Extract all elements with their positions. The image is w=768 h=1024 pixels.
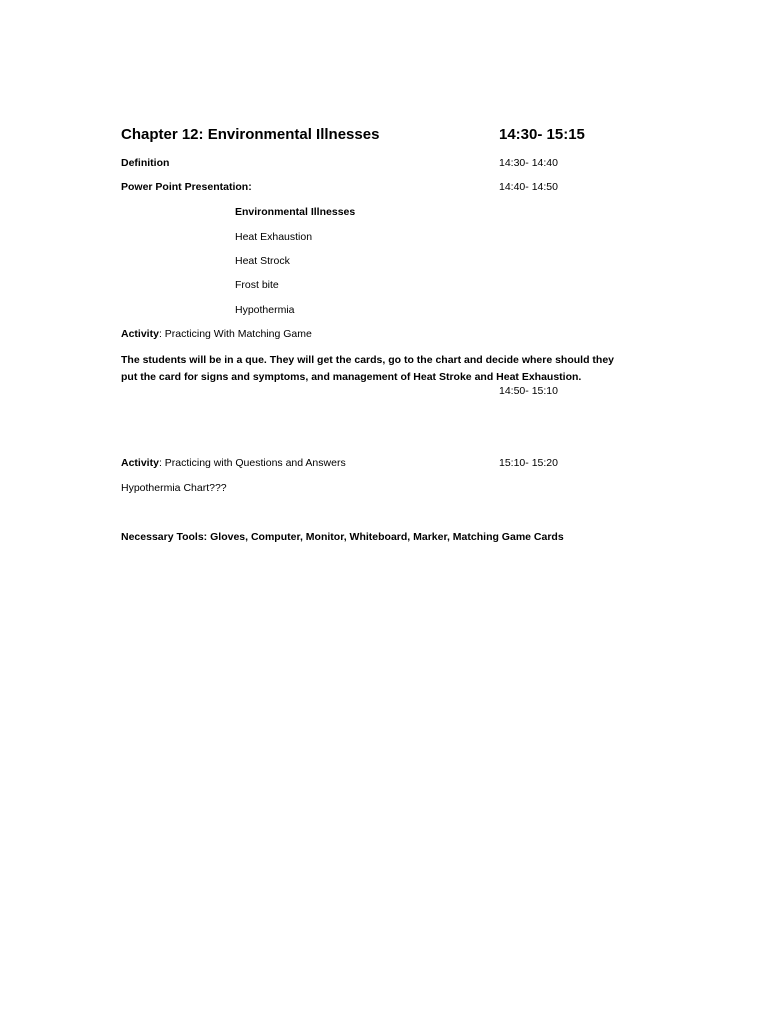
chart-note: Hypothermia Chart??? <box>121 482 227 494</box>
topic-item: Heat Exhaustion <box>235 231 313 243</box>
definition-time: 14:30- 14:40 <box>499 157 558 169</box>
chapter-time: 14:30- 15:15 <box>499 126 585 143</box>
topic-item: Hypothermia <box>235 304 295 316</box>
activity-label: Activity <box>121 457 159 469</box>
presentation-label: Power Point Presentation: <box>121 181 252 193</box>
paragraph-time: 14:50- 15:10 <box>499 385 558 397</box>
definition-label: Definition <box>121 157 170 169</box>
activity-label: Activity <box>121 328 159 340</box>
topics-heading: Environmental Illnesses <box>235 206 356 218</box>
paragraph-line: put the card for signs and symptoms, and management of Heat Stroke and Heat Exhaustion. <box>121 371 582 383</box>
chapter-title: Chapter 12: Environmental Illnesses <box>121 126 380 143</box>
topic-item: Frost bite <box>235 279 279 291</box>
tools-line <box>121 532 564 543</box>
tools-label: Necessary Tools: <box>121 531 208 543</box>
activity-text: : Practicing With Matching Game <box>158 328 312 340</box>
presentation-time: 14:40- 14:50 <box>499 181 558 193</box>
activity-time: 15:10- 15:20 <box>499 457 558 469</box>
topic-item: Heat Strock <box>235 255 290 267</box>
instructions-paragraph <box>121 352 614 386</box>
tools-text: Gloves, Computer, Monitor, Whiteboard, Marker, Matching Game Cards <box>207 531 564 543</box>
activity-text: : Practicing with Questions and Answers <box>158 457 346 469</box>
paragraph-line: The students will be in a que. They will get the cards, go to the chart and decide where should they <box>121 354 614 366</box>
activity-line <box>121 458 346 469</box>
activity-line <box>121 329 312 340</box>
